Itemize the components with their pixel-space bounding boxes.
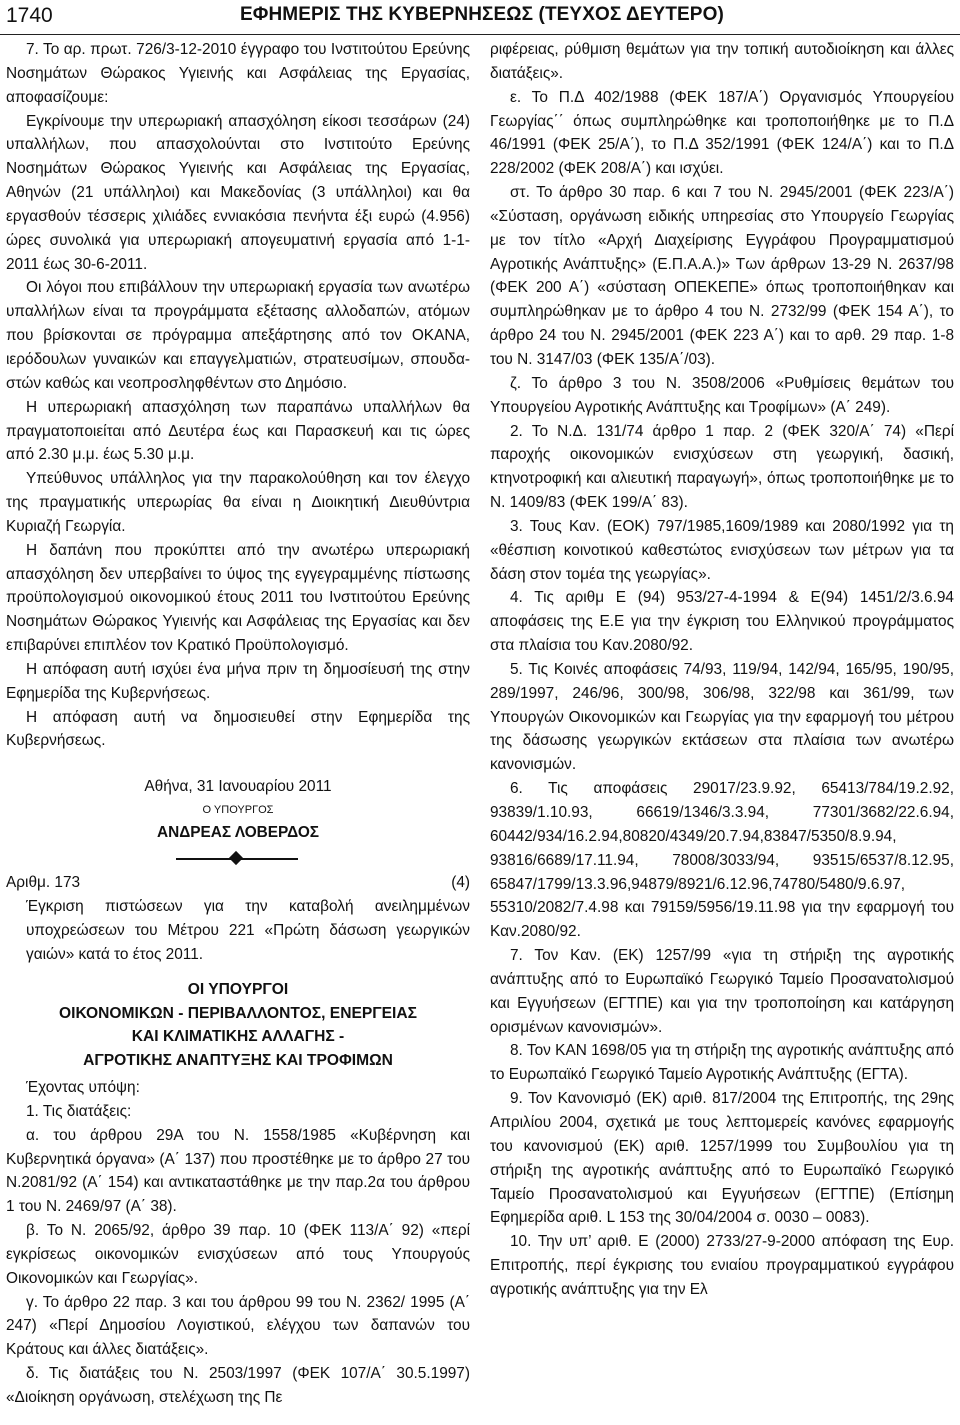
paragraph: 5. Τις Κοινές αποφάσεις 74/93, 119/94, 142/94, 165/95, 190/95, 289/1997, 246/96, 300/98, 306/98, 322/98 και 361/99, των Υπουργών Οικονομικών και Γεωργίας για την εφαρμογή του μέτρου της δάσωσης γεωργικών εκτάσεων στα πλαίσια των ανωτέρω κανονισμών. [490, 660, 954, 774]
decision-title: Έγκριση πιστώσεων για την καταβολή ανειλημμένων υποχρεώσεων του Μέτρου 221 «Πρώτη δάσωση γεωργικών γαιών» κατά το έτος 2011. [26, 897, 470, 963]
paragraph: Η απόφαση αυτή ισχύει ένα μήνα πριν τη δημοσίευσή της στην Εφημερίδα της Κυβερνήσεως. [6, 660, 470, 702]
header-rule [0, 34, 960, 35]
paragraph: Η υπερωριακή απασχόληση των παραπάνω υπαλλήλων θα πραγματοποιείται από Δευτέρα έως και Παρασκευή και τις ώρες από 2.30 μ.μ. έως 5.30 μ.μ. [6, 398, 470, 464]
paragraph: Η απόφαση αυτή να δημοσιευθεί στην Εφημερίδα της Κυβερνήσεως. [6, 708, 470, 750]
paragraph: ριφέρειας, ρύθμιση θεμάτων για την τοπική αυτοδιοίκηση και άλλες διατάξεις». [490, 41, 954, 82]
paragraph: Οι λόγοι που επιβάλλουν την υπερωριακή εργασία των ανωτέρω υπαλλήλων είναι τα προγράμματα εξέτασης αλλοδαπών, ατόμων που βρίσκονται σε πρόγραμμα απεξάρτησης από τον ΟΚΑΝΑ, ιερόδουλων γυναικών και επαγγελματιών, στρατευσίμων, σπουδαστών καθώς και νεοπροσληφθέντων στο Δημόσιο. [6, 279, 470, 392]
signature-role: Ο ΥΠΟΥΡΓΟΣ [202, 804, 274, 817]
paragraph: 9. Τον Κανονισμό (ΕΚ) αριθ. 817/2004 της Επιτροπής, της 29ης Απριλίου 2004, σχετικά με τους λεπτομερείς κανόνες εφαρμογής του κανονισμού (ΕΚ) αριθ. 1257/1999 του Συμβουλίου για τη στήριξη της αγροτικής ανάπτυξης από το Ευρωπαϊκό Γεωργικό Ταμείο Προσανατολισμού και Εγγυήσεων (ΕΓΤΠΕ) (Επίσημη Εφημερίδα αριθ. L 153 της 30/04/2004 σ. 0030 – 0083). [490, 1090, 954, 1227]
left-column [6, 38, 470, 1410]
signature-name: ΑΝΔΡΕΑΣ ΛΟΒΕΡΔΟΣ [156, 824, 320, 842]
signature-place-date: Αθήνα, 31 Ιανουαρίου 2011 [144, 778, 332, 796]
page-number: 1740 [6, 4, 53, 27]
paragraph: Έχοντας υπόψη: [26, 1079, 140, 1096]
running-title: ΕΦΗΜΕΡΙΣ ΤΗΣ ΚΥΒΕΡΝΗΣΕΩΣ (ΤΕΥΧΟΣ ΔΕΥΤΕΡΟ) [240, 4, 724, 25]
right-column [490, 38, 954, 1302]
paragraph: 7. Τον Καν. (ΕΚ) 1257/99 «για τη στήριξη της αγροτικής ανάπτυξης από το Ευρωπαϊκό Γεωργικό Ταμείο Προσανατολισμού και Εγγυήσεων (ΕΓΤΠΕ) και για την τροποποίηση και κατάργηση ορισμένων κανονισμών». [490, 947, 954, 1036]
divider-diamond-icon [229, 851, 243, 865]
decision-sequence: (4) [451, 874, 470, 891]
paragraph: 3. Τους Καν. (ΕΟΚ) 797/1985,1609/1989 και 2080/1992 για τη «θέσπιση κοινοτικού καθεστώτος ενισχύσεων των μέτρων για τα δάση στον τομέα της γεωργίας». [490, 517, 954, 583]
ministers-line: ΟΙΚΟΝΟΜΙΚΩΝ - ΠΕΡΙΒΑΛΛΟΝΤΟΣ, ΕΝΕΡΓΕΙΑΣ [58, 1004, 417, 1022]
paragraph: α. του άρθρου 29Α του Ν. 1558/1985 «Κυβέρνηση και Κυβερνητικά όργανα» (Α΄ 137) που προστέθηκε με το άρθρο 27 του Ν.2081/92 (Α΄ 154) και αντικαταστάθηκε με την παρ.2α του άρθρου 1 του Ν. 2469/97 (Α΄ 38). [6, 1126, 470, 1216]
paragraph: Η δαπάνη που προκύπτει από την ανωτέρω υπερωριακή απασχόληση δεν υπερβαίνει το ύψος της εγγεγραμμένης πίστωσης προϋπολογισμού οικονομικού έτους 2011 του Ινστιτούτου Ερεύνης Νοσημάτων Θώρακος Υγιεινής και Ασφάλειας της Εργασίας και δεν επιβαρύνει επιπλέον τον Κρατικό Προϋπολογισμό. [6, 541, 470, 655]
paragraph: δ. Τις διατάξεις του Ν. 2503/1997 (ΦΕΚ 107/Α΄ 30.5.1997) «Διοίκηση οργάνωση, στελέχωση της Πε [6, 1365, 470, 1406]
paragraph: 4. Τις αριθμ Ε (94) 953/27-4-1994 & Ε(94) 1451/2/3.6.94 αποφάσεις της Ε.Ε για την έγκριση του Ελληνικού προγράμματος στα πλαίσια του Καν.2080/92. [490, 589, 954, 655]
paragraph: 7. Το αρ. πρωτ. 726/3-12-2010 έγγραφο του Ινστιτούτου Ερεύνης Νοσημάτων Θώρακος Υγιεινής και Ασφάλειας της Εργασίας, αποφασίζουμε: [6, 41, 470, 106]
ministers-line: ΑΓΡΟΤΙΚΗΣ ΑΝΑΠΤΥΞΗΣ ΚΑΙ ΤΡΟΦΙΜΩΝ [83, 1051, 393, 1069]
decision-number: Αριθμ. 173 [6, 874, 81, 891]
paragraph: 10. Την υπ’ αριθ. Ε (2000) 2733/27-9-2000 απόφαση της Ευρ. Επιτροπής, περί έγκρισης του ενιαίου προγραμματικού εγγράφου αγροτικής ανάπτυξης για την Ελ [490, 1233, 954, 1298]
paragraph: στ. Το άρθρο 30 παρ. 6 και 7 του Ν. 2945/2001 (ΦΕΚ 223/Α΄) «Σύσταση, οργάνωση ειδικής υπηρεσίας στο Υπουργείο Γεωργίας με τον τίτλο «Αρχή Διαχείρισης Εγγράφου Προγραμματισμού Αγροτικής Ανάπτυξης» (Ε.Π.Α.Α.)» Των άρθρων 13-29 Ν. 2637/98 (ΦΕΚ 200 Α΄) «σύσταση ΟΠΕΚΕΠΕ» όπως τροποποιήθηκαν και συμπληρώθηκαν με το άρθρο 4 του Ν. 2732/99 (ΦΕΚ 154 Α΄), το άρθρο 24 του Ν. 2945/2001 (ΦΕΚ 223 Α΄) και το αρθ. 29 παρ. 1-8 του Ν. 3147/03 (ΦΕΚ 135/Α΄/03). [490, 184, 954, 368]
paragraph: Υπεύθυνος υπάλληλος για την παρακολούθηση και τον έλεγχο της πραγματικής υπερωρίας θα είναι η Διοικητική Διευθύντρια Κυριαζή Γεωργία. [6, 470, 470, 535]
paragraph: 2. Το Ν.Δ. 131/74 άρθρο 1 παρ. 2 (ΦΕΚ 320/Α΄ 74) «Περί παροχής οικονομικών ενισχύσεων στη γεωργική, δασική, κτηνοτροφική και αλιευτική παραγωγή», όπως τροποποιήθηκε με το Ν. 1409/83 (ΦΕΚ 199/Α΄ 83). [490, 422, 954, 512]
paragraph: β. Το Ν. 2065/92, άρθρο 39 παρ. 10 (ΦΕΚ 113/Α΄ 92) «περί εγκρίσεως οικονομικών ενισχύσεων από τους Υπουργούς Οικονομικών και Γεωργίας». [6, 1222, 470, 1287]
paragraph: 1. Τις διατάξεις: [26, 1102, 132, 1120]
paragraph: γ. Το άρθρο 22 παρ. 3 και του άρθρου 99 του Ν. 2362/ 1995 (Α΄ 247) «Περί Δημοσίου Λογιστικού, ελέγχου των δαπανών του Κράτους και άλλες διατάξεις». [6, 1293, 470, 1359]
ministers-heading [6, 966, 470, 1076]
ministers-line: ΟΙ ΥΠΟΥΡΓΟΙ [187, 981, 289, 999]
section-divider [6, 845, 470, 871]
paragraph: 6. Τις αποφάσεις 29017/23.9.92, 65413/784/19.2.92, 93839/1.10.93, 66619/1346/3.3.94, 77301/3682/22.6.94, 60442/934/16.2.94,80820/4349/20.7.94,83847/5350/8.9.94, 93816/6689/17.11.94, 78008/3033/94, 93515/6537/8.12.95, 65847/1799/13.3.96,94879/8921/6.12.96,74780/5480/9.6.97, 55310/2082/7.4.98 και 79159/5956/19.11.98 για την εφαρμογή του Καν.2080/92. [490, 780, 954, 941]
paragraph: ζ. Το άρθρο 3 του Ν. 3508/2006 «Ρυθμίσεις θεμάτων του Υπουργείου Αγροτικής Ανάπτυξης και Τροφίμων» (Α΄ 249). [490, 374, 954, 416]
ministers-line: ΚΑΙ ΚΛΙΜΑΤΙΚΗΣ ΑΛΛΑΓΗΣ - [131, 1028, 345, 1046]
paragraph: ε. Το Π.Δ 402/1988 (ΦΕΚ 187/Α΄) Οργανισμός Υπουργείου Γεωργίας΄΄ όπως συμπληρώθηκε και τροποποιήθηκε με το Π.Δ 46/1991 (ΦΕΚ 25/Α΄), το Π.Δ 352/1991 (ΦΕΚ 124/Α΄) και το Π.Δ 228/2002 (ΦΕΚ 208/Α΄) και ισχύει. [490, 88, 954, 178]
page-header [0, 0, 960, 36]
paragraph: Εγκρίνουμε την υπερωριακή απασχόληση είκοσι τεσσάρων (24) υπαλλήλων, που απασχολούνται στο Ινστιτούτο Ερεύνης Νοσημάτων Θώρακος Υγιεινής και Ασφάλειας της Εργασίας, Αθηνών (21 υπάλληλοι) και Μακεδονίας (3 υπάλληλοι) και θα εργασθούν τέσσερις χιλιάδες εννιακόσια πενήντα έξι ευρώ (4.956) ώρες συνολικά για υπερωριακή απογευματινή εργασία από 1-1-2011 έως 30-6-2011. [6, 112, 470, 273]
decision-header [6, 871, 470, 895]
paragraph: 8. Τον ΚΑΝ 1698/05 για τη στήριξη της αγροτικής ανάπτυξης από το Ευρωπαϊκό Γεωργικό Ταμείο Αγροτικής Ανάπτυξης (ΕΓΤΑ). [490, 1042, 954, 1084]
